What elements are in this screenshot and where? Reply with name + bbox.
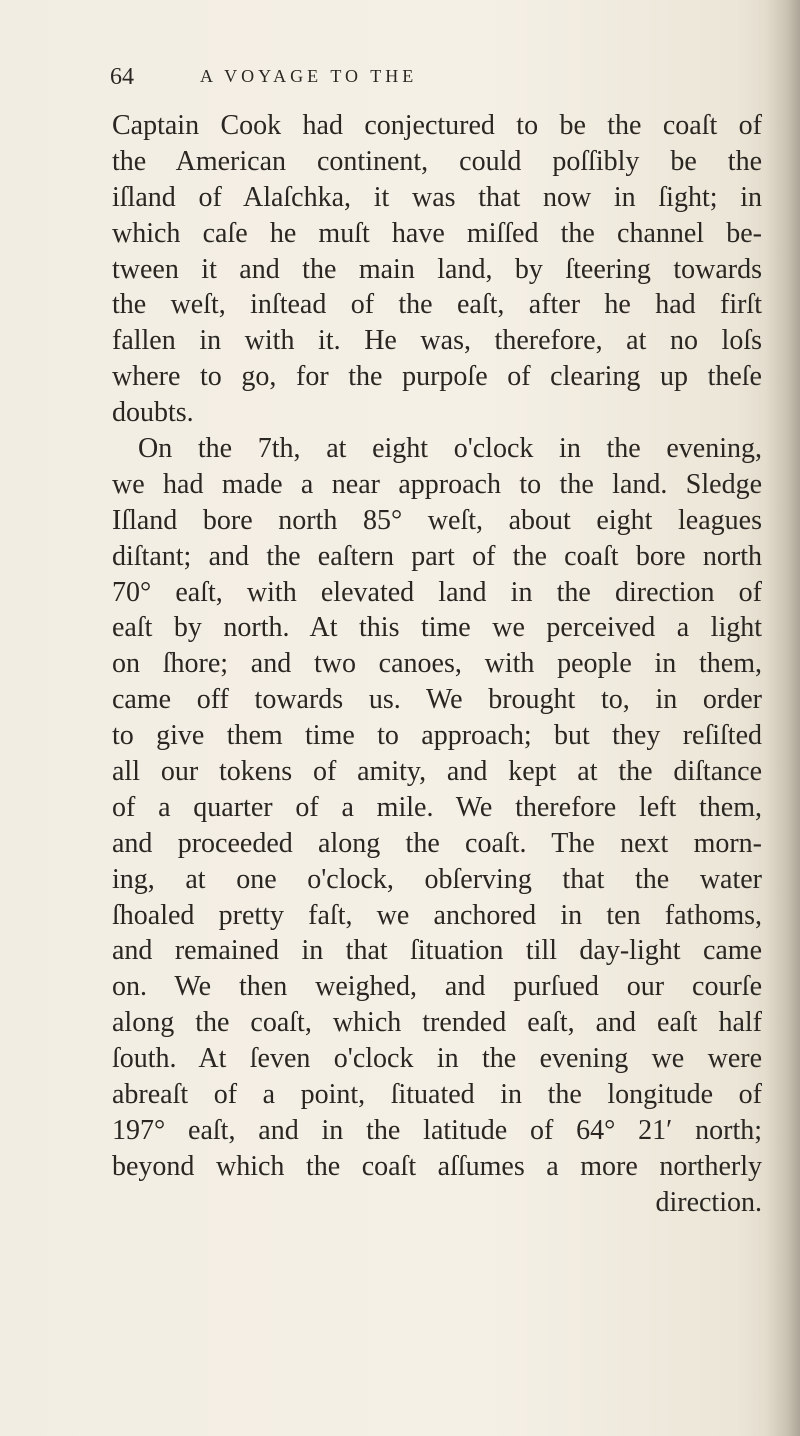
text-line: beyond which the coaſt aſſumes a more northerly <box>112 1150 762 1182</box>
text-line: of a quarter of a mile. We therefore left them, <box>112 791 762 823</box>
text-line: 70° eaſt, with elevated land in the direction of <box>112 576 762 608</box>
text-line: tween it and the main land, by ſteering towards <box>112 253 762 285</box>
text-line: 197° eaſt, and in the latitude of 64° 21′ north; <box>112 1114 762 1146</box>
running-head <box>110 64 670 100</box>
text-line: ing, at one o'clock, obſerving that the water <box>112 863 762 895</box>
text-line: on ſhore; and two canoes, with people in them, <box>112 648 762 680</box>
text-line: and remained in that ſituation till day-light came <box>112 935 762 967</box>
paragraph-first-line: On the 7th, at eight o'clock in the evening, <box>138 433 762 465</box>
text-line: abreaſt of a point, ſituated in the longitude of <box>112 1079 762 1111</box>
text-line: where to go, for the purpoſe of clearing up theſe <box>112 361 762 393</box>
text-line: eaſt by north. At this time we perceived a light <box>112 612 762 644</box>
body-text <box>112 108 762 1221</box>
text-line: the weſt, inſtead of the eaſt, after he had firſt <box>112 289 762 321</box>
text-line: the American continent, could poſſibly be the <box>112 145 762 177</box>
paragraph-last-line: direction. <box>655 1186 762 1218</box>
text-line: to give them time to approach; but they reſiſted <box>112 720 762 752</box>
text-line: iſland of Alaſchka, it was that now in ſight; in <box>112 181 762 213</box>
text-line: Iſland bore north 85° weſt, about eight leagues <box>112 504 762 536</box>
text-line: ſouth. At ſeven o'clock in the evening we were <box>112 1043 762 1075</box>
text-line: which caſe he muſt have miſſed the channel be- <box>112 217 762 249</box>
text-line: along the coaſt, which trended eaſt, and eaſt half <box>112 1007 762 1039</box>
page-number: 64 <box>110 64 134 90</box>
text-line: came off towards us. We brought to, in order <box>112 684 762 716</box>
text-line: we had made a near approach to the land. Sledge <box>112 468 762 500</box>
text-line: fallen in with it. He was, therefore, at no loſs <box>112 325 762 357</box>
running-head-title: A VOYAGE TO THE <box>200 66 418 86</box>
text-line: and proceeded along the coaſt. The next morn- <box>112 827 762 859</box>
text-line: Captain Cook had conjectured to be the coaſt of <box>112 110 762 141</box>
text-line: diſtant; and the eaſtern part of the coaſt bore north <box>112 540 762 572</box>
text-line: ſhoaled pretty faſt, we anchored in ten fathoms, <box>112 899 762 931</box>
text-line: all our tokens of amity, and kept at the diſtance <box>112 756 762 788</box>
page-edge-shadow <box>766 0 800 1436</box>
text-line: on. We then weighed, and purſued our courſe <box>112 971 762 1003</box>
text-line: doubts. <box>112 397 194 429</box>
